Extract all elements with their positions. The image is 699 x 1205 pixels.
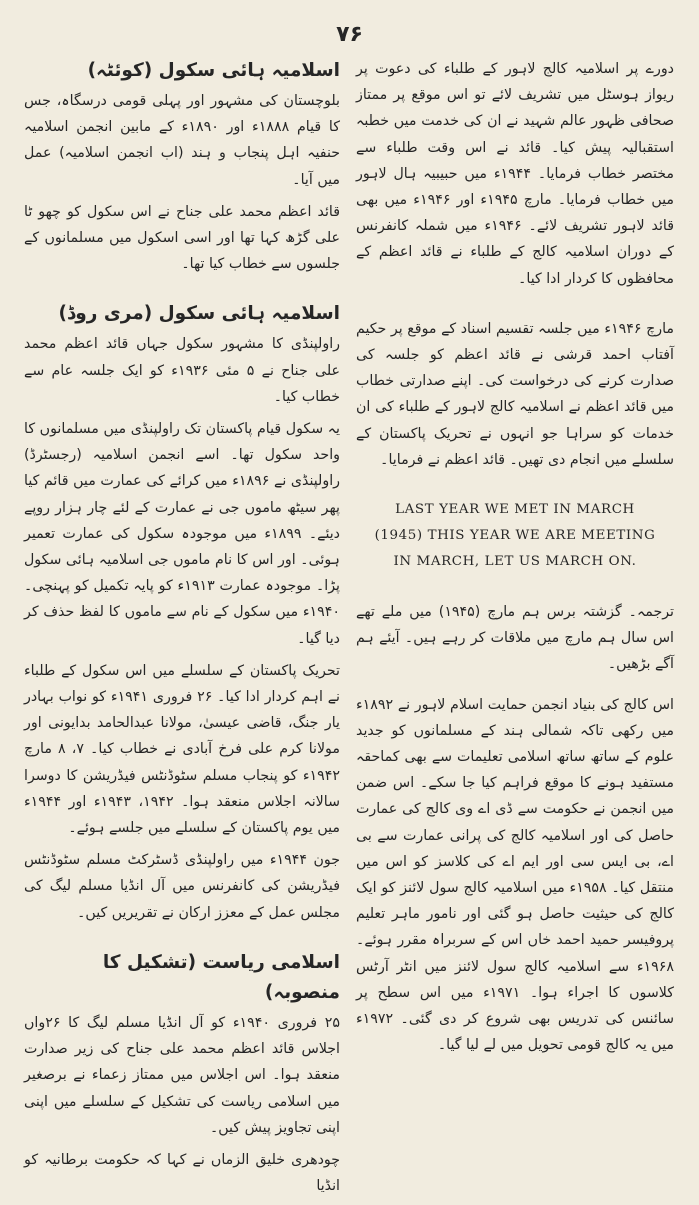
quote-line: IN MARCH, LET US MARCH ON. xyxy=(393,554,637,570)
paragraph: ۲۵ فروری ۱۹۴۰ء کو آل انڈیا مسلم لیگ کا ۲۶واں اجلاس قائد اعظم محمد علی جناح کی زیر صدارت منعقد ہوا۔ اس اجلاس میں ممتاز زعماء نے برصغیر میں اسلامی ریاست کی تشکیل کے سلسلے میں اپنی اپنی تجاویز پیش کیں۔ xyxy=(24,1014,340,1136)
paragraph: قائد اعظم محمد علی جناح نے اس سکول کو چھو ٹا علی گڑھ کہا تھا اور اسی اسکول میں مسلمانوں کے جلسوں سے خطاب کیا تھا۔ xyxy=(24,203,340,273)
english-quote xyxy=(356,497,674,575)
spacer xyxy=(356,298,674,316)
paragraph: بلوچستان کی مشہور اور پہلی قومی درسگاہ، جس کا قیام ۱۸۸۸ء اور ۱۸۹۰ء کے مابین انجمن اسلامیہ حنفیہ اہل پنجاب و ہند (اب انجمن اسلامیہ) عمل میں آیا۔ xyxy=(24,93,340,188)
paragraph: راولپنڈی کا مشہور سکول جہاں قائد اعظم محمد علی جناح نے ۵ مئی ۱۹۳۶ء کو ایک جلسہ عام سے خطاب کیا۔ xyxy=(24,336,340,405)
spacer xyxy=(24,283,340,299)
quote-line: LAST YEAR WE MET IN MARCH xyxy=(395,502,635,518)
translation-paragraph: ترجمہ۔ گزشتہ برس ہم مارچ (۱۹۴۵) میں ملے تھے اس سال ہم مارچ میں ملاقات کر رہے ہیں۔ آیئے ہم آگے بڑھیں۔ xyxy=(356,604,675,673)
left-column xyxy=(24,56,340,1205)
paragraph: تحریک پاکستان کے سلسلے میں اس سکول کے طلباء نے اہم کردار ادا کیا۔ ۲۶ فروری ۱۹۴۱ء کو نواب بہادر یار جنگ، قاضی عیسیٰ، مولانا عبدالحامد بدایونی اور مولانا کرم علی فرخ آبادی نے خطاب کیا۔ ۷، ۸ مارچ ۱۹۴۲ء کو پنجاب مسلم سٹوڈنٹس فیڈریشن کا دوسرا سالانہ اجلاس منعقد ہوا۔ ۱۹۴۲، ۱۹۴۳ء اور ۱۹۴۴ء میں یوم پاکستان کے سلسلے میں جلسے ہوئے۔ xyxy=(24,662,340,837)
paragraph: دورے پر اسلامیہ کالج لاہور کے طلباء کی دعوت پر ریواز ہوسٹل میں تشریف لائے تو اس موقع پر ممتاز صحافی ظہور عالم شہید نے ان کی خدمت میں خطبہ استقبالیہ پیش کیا۔ قائد نے اس وقت طلباء سے مختصر خطاب فرمایا۔ ۱۹۴۴ء میں حبیبیہ ہال لاہور میں خطاب فرمایا۔ مارچ ۱۹۴۵ء اور ۱۹۴۶ء میں بھی قائد لاہور تشریف لائے۔ ۱۹۴۶ء میں شملہ کانفرنس کے دوران اسلامیہ کالج کے طلباء نے قائد اعظم کے محافظوں کا کردار ادا کیا۔ xyxy=(356,61,675,287)
paragraph: مارچ ۱۹۴۶ء میں جلسہ تقسیم اسناد کے موقع پر حکیم آفتاب احمد قرشی نے قائد اعظم کو جلسہ کی صدارت کرنے کی درخواست کی۔ اپنے صدارتی خطاب میں قائد اعظم نے اسلامیہ کالج لاہور کے طلباء کی ان خدمات کو سراہا جو انہوں نے تحریک پاکستان کے سلسلے میں انجام دی تھیں۔ قائد اعظم نے فرمایا۔ xyxy=(356,320,674,468)
page-number: ۷۶ xyxy=(336,22,363,47)
spacer xyxy=(24,932,340,948)
spacer xyxy=(356,684,674,692)
paragraph: یہ سکول قیام پاکستان تک راولپنڈی میں مسلمانوں کا واحد سکول تھا۔ اسے انجمن اسلامیہ (رجسٹرڈ) راولپنڈی نے ۱۸۹۶ء میں کرائے کی عمارت میں قائم کیا پھر سیٹھ ماموں جی نے عمارت کے لئے چار ہزار روپے دیئے۔ ۱۸۹۹ء میں موجودہ سکول کی عمارت تعمیر ہوئی۔ اور اس کا نام ماموں جی اسلامیہ ہائی سکول پڑا۔ موجودہ عمارت ۱۹۱۳ء کو پایہ تکمیل کو پہنچی۔ ۱۹۴۰ء میں سکول کے نام سے ماموں کا لفظ حذف کر دیا گیا۔ xyxy=(24,421,341,647)
section-heading: اسلامی ریاست (تشکیل کا منصوبہ) xyxy=(102,951,340,1003)
paragraph: اس کالج کی بنیاد انجمن حمایت اسلام لاہور نے ۱۸۹۲ء میں رکھی تاکہ شمالی ہند کے مسلمانوں کو جدید علوم کے ساتھ ساتھ اسلامی تعلیمات سے بھی کماحقہ مستفید ہونے کا موقع فراہم کیا جا سکے۔ اس ضمن میں انجمن نے حکومت سے ڈی اے وی کالج کی عمارت حاصل کی اور اسلامیہ کالج کی پرانی عمارت سے بی اے، بی ایس سی اور ایم اے کی کلاسز کو اس میں منتقل کیا۔ ۱۹۵۸ء میں اسلامیہ کالج سول لائنز کو ایک کالج کی حیثیت حاصل ہو گئی اور نامور ماہر تعلیم پروفیسر حمید احمد خاں اس کے سربراہ مقرر ہوئے۔ ۱۹۶۸ء سے اسلامیہ کالج سول لائنز میں انٹر آرٹس کلاسوں کا اجراء ہوا۔ ۱۹۷۱ء میں اس سطح پر سائنس کی تدریس بھی شروع کر دی گئی۔ ۱۹۷۲ء میں یہ کالج قومی تحویل میں لے لیا گیا۔ xyxy=(356,696,674,1054)
section-heading: اسلامیہ ہائی سکول (کوئٹہ) xyxy=(87,60,340,81)
paragraph: چودھری خلیق الزماں نے کہا کہ حکومت برطانیہ کو انڈیا xyxy=(24,1151,340,1195)
quote-line: (1945) THIS YEAR WE ARE MEETING xyxy=(374,528,656,544)
spacer xyxy=(356,479,674,497)
paragraph: جون ۱۹۴۴ء میں راولپنڈی ڈسٹرکٹ مسلم سٹوڈنٹس فیڈریشن کی کانفرنس میں آل انڈیا مسلم لیگ کی مجلس عمل کے معزز ارکان نے تقریریں کیں۔ xyxy=(24,852,341,921)
right-column xyxy=(356,56,674,1065)
section-heading: اسلامیہ ہائی سکول (مری روڈ) xyxy=(58,303,340,325)
